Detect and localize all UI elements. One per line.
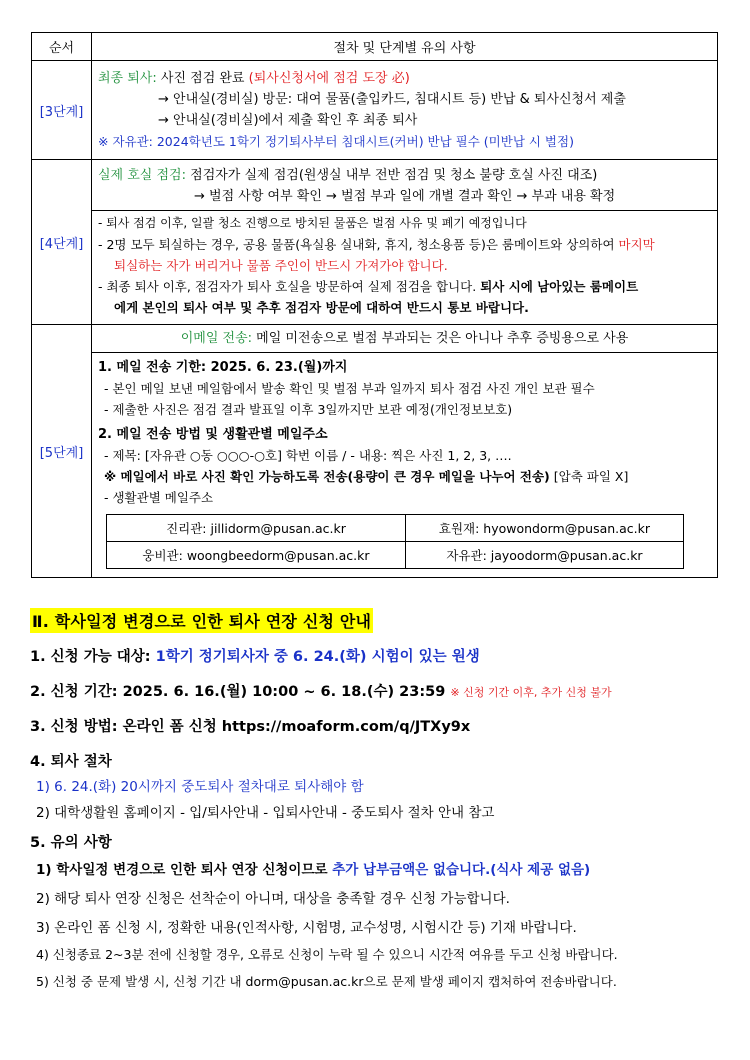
header-procedure: 절차 및 단계별 유의 사항 [92, 33, 718, 61]
step4-bullet2-text: - 2명 모두 퇴실하는 경우, 공용 물품(욕실용 실내화, 휴지, 청소용품 등)은 룸메이트와 상의하여 [98, 237, 619, 252]
step5-h2-note-bold: ※ 메일에서 바로 사진 확인 가능하도록 전송(용량이 큰 경우 메일을 나누어 전송) [104, 469, 550, 484]
email-jayoo: 자유관: jayoodorm@pusan.ac.kr [405, 542, 683, 569]
step4-bullet3-text: - 최종 퇴사 이후, 점검자가 퇴사 호실을 방문하여 실제 점검을 합니다. [98, 279, 481, 294]
section2-item5: 5. 유의 사항 [30, 835, 112, 851]
step3-stamp-note: (퇴사신청서에 점검 도장 必) [248, 71, 410, 86]
item5-sub2: 2) 해당 퇴사 연장 신청은 선착순이 아니며, 대상을 충족할 경우 신청 가능합니다. [36, 891, 510, 907]
step5-top [92, 325, 717, 352]
step4-line2: → 벌점 사항 여부 확인 → 벌점 부과 일에 개별 결과 확인 → 부과 내용 확정 [194, 189, 616, 204]
step4-inspection-text: 점검자가 실제 점검(원생실 내부 전반 점검 및 청소 불량 호실 사진 대조) [186, 168, 598, 183]
section2-item1 [30, 645, 730, 666]
step4-line1 [92, 165, 717, 186]
step3-label: [3단계] [32, 61, 92, 160]
section2-item3: 3. 신청 방법: 온라인 폼 신청 https://moaform.com/q/JTXy9x [30, 719, 471, 735]
step3-content [92, 61, 718, 160]
email-jinri: 진리관: jillidorm@pusan.ac.kr [107, 515, 406, 542]
step4-bullet2 [92, 234, 717, 276]
step5-h2-bullet2 [92, 466, 717, 487]
item5-sub3: 3) 온라인 폼 신청 시, 정확한 내용(인적사항, 시험명, 교수성명, 시험시간 등) 기재 바랍니다. [36, 920, 577, 936]
step3-line1 [92, 68, 717, 89]
item5-sub1-blue: 추가 납부금액은 없습니다.(식사 제공 없음) [332, 862, 591, 878]
step3-final-exit-label: 최종 퇴사: [98, 71, 157, 86]
step4-bullet3-cont: 에게 본인의 퇴사 여부 및 추후 점검자 방문에 대하여 반드시 통보 바랍니다. [114, 300, 529, 315]
procedure-table-wrap [31, 32, 717, 578]
step5-email-label: 이메일 전송: [180, 331, 253, 346]
step5-email-text: 메일 미전송으로 벌점 부과되는 것은 아니나 추후 증빙용으로 사용 [252, 331, 629, 346]
table-row-step4 [32, 160, 718, 325]
table-row-step5 [32, 325, 718, 578]
item5-sub4: 4) 신청종료 2~3분 전에 신청할 경우, 오류로 신청이 누락 될 수 있으니 시간적 여유를 두고 신청 바랍니다. [36, 947, 618, 962]
step5-h1-bullet2: - 제출한 사진은 점검 결과 발표일 이후 3일까지만 보관 예정(개인정보보호) [104, 402, 513, 417]
email-row [107, 542, 684, 569]
step3-line2: → 안내실(경비실) 방문: 대여 물품(출입카드, 침대시트 등) 반납 & 퇴사신청서 제출 [158, 92, 626, 107]
step4-label: [4단계] [32, 160, 92, 325]
step4-bullet3 [92, 276, 717, 318]
step5-content [92, 325, 718, 578]
item5-sub1-text: 1) 학사일정 변경으로 인한 퇴사 연장 신청이므로 [36, 862, 333, 878]
email-table [106, 514, 684, 569]
email-woongbee: 웅비관: woongbeedorm@pusan.ac.kr [107, 542, 406, 569]
section2-item4: 4. 퇴사 절차 [30, 754, 112, 770]
step3-photo-check: 사진 점검 완료 [156, 71, 249, 86]
step4-bullet2-red: 마지막 [618, 237, 655, 252]
email-hyowon: 효원재: hyowondorm@pusan.ac.kr [405, 515, 683, 542]
table-header-row [32, 33, 718, 61]
step5-h2-bullet3: - 생활관별 메일주소 [104, 490, 214, 505]
step5-h2-bullet1: - 제목: [자유관 ○동 ○○○-○호] 학번 이름 / - 내용: 찍은 사진 1, 2, 3, …. [104, 448, 512, 463]
step5-h2-note-zip: [압축 파일 X] [549, 469, 629, 484]
step4-content [92, 160, 718, 325]
step4-bullet3-bold: 퇴사 시에 남아있는 룸메이트 [480, 279, 639, 294]
step5-label: [5단계] [32, 325, 92, 578]
step4-inspection-label: 실제 호실 점검: [98, 168, 186, 183]
item2-note: ※ 신청 기간 이후, 추가 신청 불가 [450, 686, 612, 699]
item1-label: 1. 신청 가능 대상: [30, 649, 156, 665]
step5-details [92, 352, 717, 569]
step5-h1: 1. 메일 전송 기한: 2025. 6. 23.(월)까지 [98, 360, 348, 375]
table-row-step3 [32, 61, 718, 160]
item2-period: 2. 신청 기간: 2025. 6. 16.(월) 10:00 ~ 6. 18.(수) 23:59 [30, 684, 451, 700]
item1-target: 1학기 정기퇴사자 중 6. 24.(화) 시험이 있는 원생 [155, 649, 480, 665]
item5-sub1 [36, 858, 730, 878]
step4-top [92, 163, 717, 210]
item4-sub2: 2) 대학생활원 홈페이지 - 입/퇴사안내 - 입퇴사안내 - 중도퇴사 절차 안내 참고 [36, 805, 495, 821]
step4-bullet1: - 퇴사 점검 이후, 일괄 청소 진행으로 방치된 물품은 벌점 사유 및 폐기 예정입니다 [98, 216, 527, 230]
step3-line3: → 안내실(경비실)에서 제출 확인 후 최종 퇴사 [158, 113, 418, 128]
step5-h1-bullet1: - 본인 메일 보낸 메일함에서 발송 확인 및 벌점 부과 일까지 퇴사 점검 사진 개인 보관 필수 [104, 381, 595, 396]
step5-h2: 2. 메일 전송 방법 및 생활관별 메일주소 [98, 427, 328, 442]
section2-title: Ⅱ. 학사일정 변경으로 인한 퇴사 연장 신청 안내 [30, 608, 373, 633]
header-order: 순서 [32, 33, 92, 61]
procedure-table [31, 32, 718, 578]
step3-note: ※ 자유관: 2024학년도 1학기 정기퇴사부터 침대시트(커버) 반납 필수 (미반납 시 벌점) [98, 134, 574, 149]
email-row [107, 515, 684, 542]
step4-bullets [92, 210, 717, 321]
section2-item2 [30, 680, 730, 701]
section2 [30, 608, 730, 990]
step4-bullet2-cont: 퇴실하는 자가 버리거나 물품 주인이 반드시 가져가야 합니다. [114, 258, 448, 273]
item5-sub5: 5) 신청 중 문제 발생 시, 신청 기간 내 dorm@pusan.ac.kr으로 문제 발생 페이지 캡처하여 전송바랍니다. [36, 974, 617, 989]
item4-sub1: 1) 6. 24.(화) 20시까지 중도퇴사 절차대로 퇴사해야 함 [36, 779, 364, 795]
